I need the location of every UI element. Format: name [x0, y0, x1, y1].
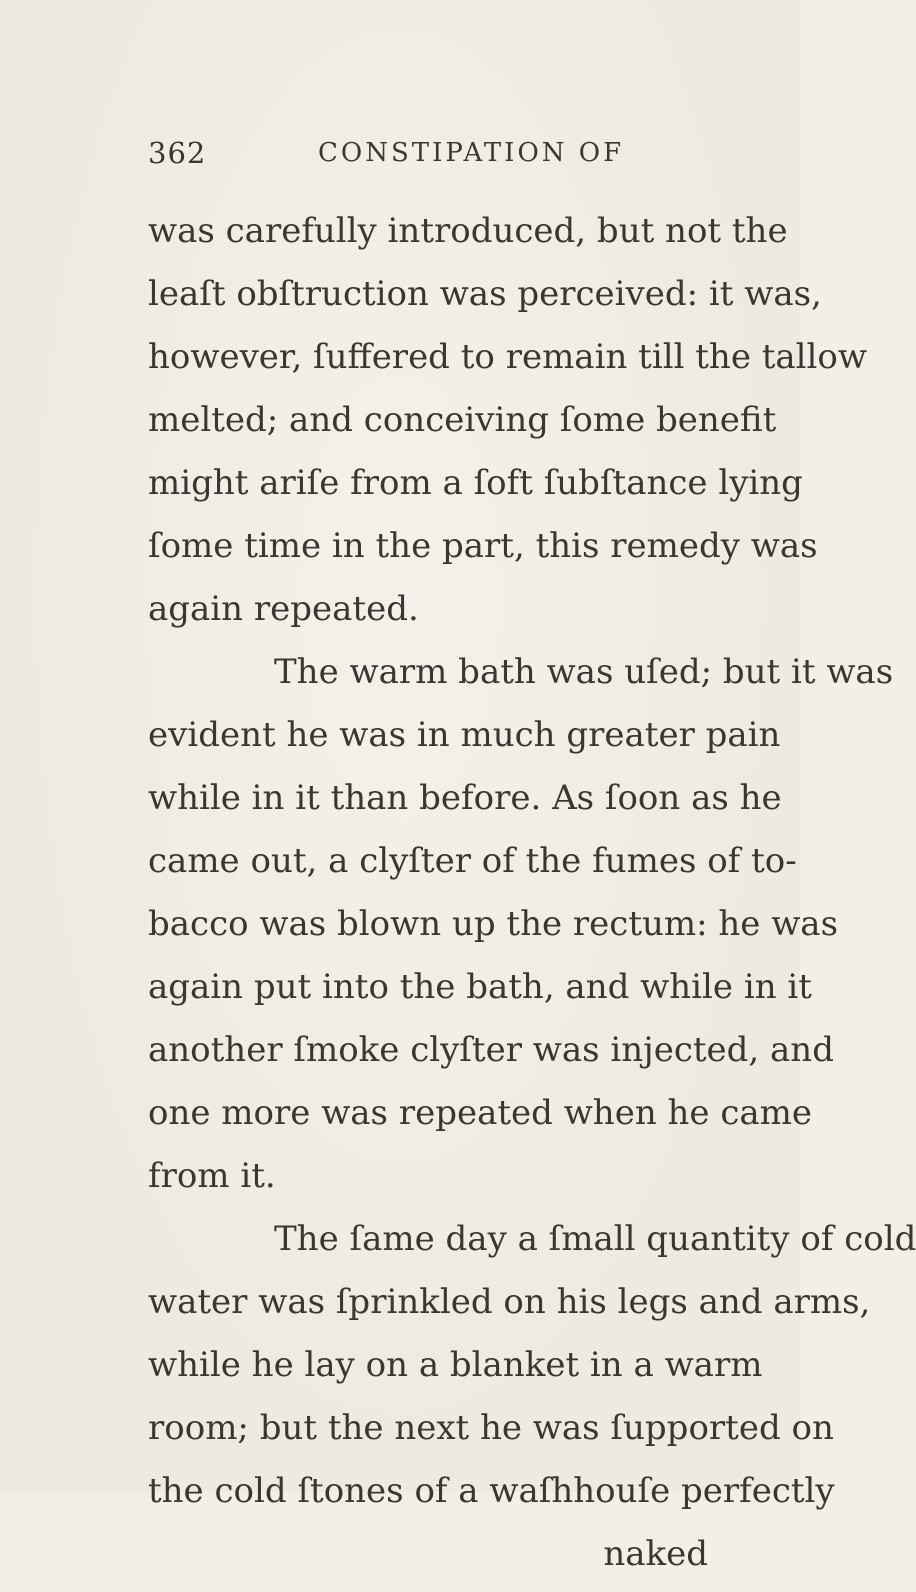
text-line: came out, a clyſter of the fumes of to-: [148, 841, 797, 881]
text-line: however, ſuffered to remain till the tallow: [148, 337, 867, 377]
body-text: [148, 206, 916, 1592]
text-line: The ſame day a ſmall quantity of cold: [274, 1219, 916, 1259]
text-line: from it.: [148, 1156, 276, 1196]
text-line: again repeated.: [148, 589, 419, 629]
running-head: CONSTIPATION OF: [318, 138, 625, 168]
text-line: another ſmoke clyſter was injected, and: [148, 1030, 834, 1070]
text-line: The warm bath was uſed; but it was: [274, 652, 894, 692]
text-line: melted; and conceiving ſome benefit: [148, 400, 777, 440]
text-line: leaſt obſtruction was perceived: it was,: [148, 274, 822, 314]
text-line: water was ſprinkled on his legs and arms,: [148, 1282, 871, 1322]
text-line: might ariſe from a ſoft ſubſtance lying: [148, 463, 803, 503]
text-line: one more was repeated when he came: [148, 1093, 813, 1133]
text-line: was carefully introduced, but not the: [148, 211, 788, 251]
text-line: room; but the next he was ſupported on: [148, 1408, 834, 1448]
text-line: evident he was in much greater pain: [148, 715, 781, 755]
page-number: 362: [148, 136, 207, 170]
text-line: the cold ſtones of a waſhhouſe perfectly: [148, 1471, 835, 1511]
text-line: again put into the bath, and while in it: [148, 967, 812, 1007]
text-line: while he lay on a blanket in a warm: [148, 1345, 763, 1385]
text-line: while in it than before. As ſoon as he: [148, 778, 782, 818]
page-header: [148, 136, 688, 176]
text-line: bacco was blown up the rectum: he was: [148, 904, 839, 944]
text-line: ſome time in the part, this remedy was: [148, 526, 818, 566]
catchword: naked: [603, 1534, 708, 1574]
